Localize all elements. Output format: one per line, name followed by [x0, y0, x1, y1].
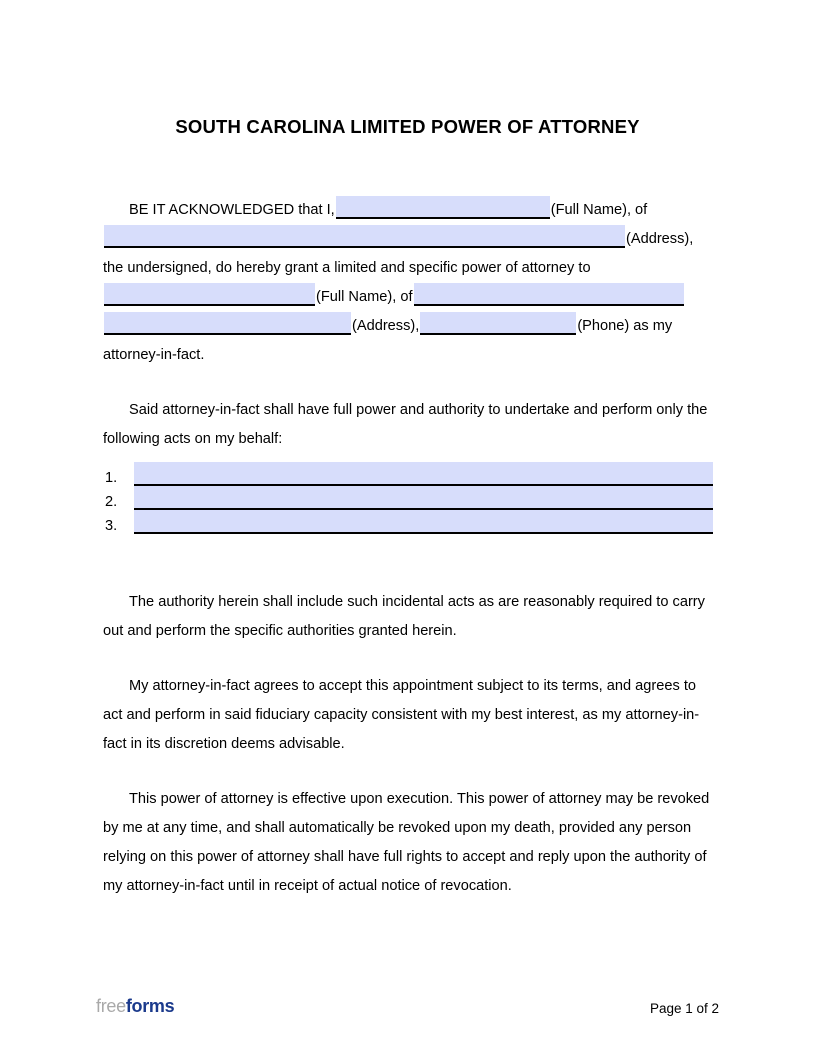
- act-field-3[interactable]: [134, 510, 713, 534]
- page-title: SOUTH CAROLINA LIMITED POWER OF ATTORNEY: [175, 116, 640, 137]
- page-number: Page 1 of 2: [649, 1001, 719, 1016]
- agent-phone-caption: (Phone) as my: [577, 318, 673, 334]
- acknowledgement-line-2: [103, 225, 713, 254]
- agent-address-caption: (Address),: [352, 318, 420, 334]
- agent-full-name-caption: (Full Name), of: [316, 289, 413, 305]
- paragraph-effective-revocation: This power of attorney is effective upon execution. This power of attorney may be revoked by me at any time, and shall automatically be revoked upon my death, provided any person relying on this power of attorney shall have full rights to accept and reply upon the authority of my attorney-in-fact until in receipt of actual notice of revocation.: [103, 791, 710, 894]
- list-item: [103, 510, 713, 534]
- list-item: [103, 486, 713, 510]
- paragraph-acceptance: My attorney-in-fact agrees to accept this appointment subject to its terms, and agrees to act and perform in said fiduciary capacity consistent with my best interest, as my attorney-in-fact in its discretion deems advisable.: [103, 678, 700, 752]
- principal-full-name-field[interactable]: [336, 196, 550, 219]
- act-field-1[interactable]: [134, 462, 713, 486]
- grant-line: [103, 254, 713, 283]
- principal-full-name-caption: (Full Name), of: [550, 202, 648, 218]
- agent-line-3: [103, 341, 713, 370]
- agent-line-1: [103, 283, 713, 312]
- agent-line-2: [103, 312, 713, 341]
- acknowledgement-lead-text: BE IT ACKNOWLEDGED that I,: [129, 202, 335, 218]
- principal-address-caption: (Address),: [626, 231, 694, 247]
- attorney-in-fact-closing: attorney-in-fact.: [103, 347, 205, 363]
- act-number: 3.: [105, 518, 118, 534]
- acknowledgement-line-1: [103, 196, 713, 225]
- act-number: 1.: [105, 470, 118, 486]
- agent-full-name-field[interactable]: [104, 283, 315, 306]
- freeforms-logo: [96, 996, 174, 1017]
- grant-line-text: the undersigned, do hereby grant a limited and specific power of attorney to: [103, 260, 591, 276]
- agent-address-line1-field[interactable]: [414, 283, 684, 306]
- document-body: [103, 196, 713, 454]
- agent-phone-field[interactable]: [420, 312, 576, 335]
- paragraph-incidental-acts: The authority herein shall include such incidental acts as are reasonably required to carry out and perform the specific authorities granted herein.: [103, 594, 705, 639]
- act-number: 2.: [105, 494, 118, 510]
- logo-text-forms: forms: [125, 996, 175, 1016]
- document-body-lower: [103, 588, 713, 901]
- act-field-2[interactable]: [134, 486, 713, 510]
- acts-list: [103, 462, 713, 534]
- paragraph-powers-intro: Said attorney-in-fact shall have full power and authority to undertake and perform only the following acts on my behalf:: [103, 402, 708, 447]
- principal-address-field[interactable]: [104, 225, 625, 248]
- agent-address-line2-field[interactable]: [104, 312, 351, 335]
- logo-text-free: free: [96, 996, 126, 1016]
- list-item: [103, 462, 713, 486]
